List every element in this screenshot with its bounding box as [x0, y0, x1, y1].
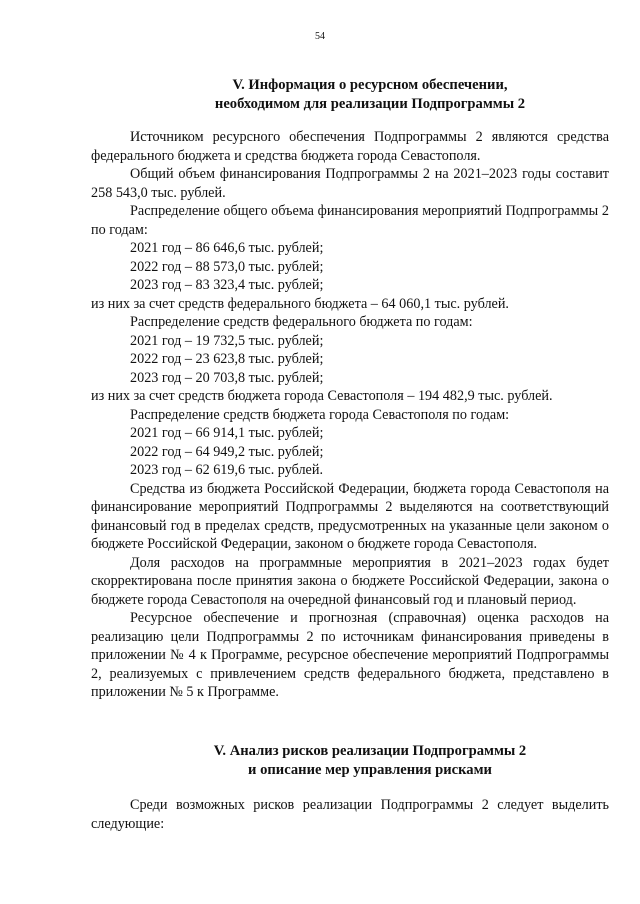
section-5b-body — [91, 796, 609, 833]
section-5-heading-line-2: необходимом для реализации Подпрограммы 2 — [214, 96, 526, 112]
list-item: 2022 год – 88 573,0 тыс. рублей; — [130, 258, 324, 275]
section-5b-heading — [60, 742, 640, 780]
federal-distribution-intro: Распределение средств федерального бюджета по годам: — [130, 314, 473, 330]
paragraph-funding-sources: Источником ресурсного обеспечения Подпрограммы 2 являются средства федерального бюджета и средства бюджета города Севастополя. — [91, 129, 609, 164]
list-item: 2023 год – 20 703,8 тыс. рублей; — [130, 369, 324, 386]
city-total-line: из них за счет средств бюджета города Севастополя – 194 482,9 тыс. рублей. — [91, 388, 553, 404]
list-item: 2023 год – 62 619,6 тыс. рублей. — [130, 462, 323, 478]
section-5-body — [91, 128, 609, 702]
list-item: 2021 год – 66 914,1 тыс. рублей; — [130, 425, 324, 441]
paragraph-expense-share: Доля расходов на программные мероприятия в 2021–2023 годах будет скорректирована после принятия закона о бюджете Российской Федерации, закона о бюджете города Севастополя на очередной финансовый год и плановый период. — [91, 554, 609, 608]
list-item: 2022 год – 64 949,2 тыс. рублей; — [130, 443, 324, 460]
list-item: 2022 год – 23 623,8 тыс. рублей; — [130, 351, 324, 367]
city-distribution-intro: Распределение средств бюджета города Севастополя по годам: — [130, 406, 510, 423]
paragraph-budget-allocation: Средства из бюджета Российской Федерации, бюджета города Севастополя на финансирование мероприятий Подпрограммы 2 выделяются на соответствующий финансовый год в пределах средств, предусмотренных на указанные цели законом о бюджете Российской Федерации, законом о бюджете города Севастополя. — [91, 480, 609, 552]
list-item: 2023 год – 83 323,4 тыс. рублей; — [130, 277, 324, 293]
list-item: 2021 год – 19 732,5 тыс. рублей; — [130, 332, 324, 349]
section-5-heading — [60, 76, 640, 114]
paragraph-risks-intro: Среди возможных рисков реализации Подпрограммы 2 следует выделить следующие: — [91, 797, 609, 832]
paragraph-total-funding: Общий объем финансирования Подпрограммы 2 на 2021–2023 годы составит 258 543,0 тыс. рублей. — [91, 166, 609, 201]
paragraph-resource-estimate: Ресурсное обеспечение и прогнозная (справочная) оценка расходов на реализацию цели Подпрограммы 2 по источникам финансирования приведены в приложении № 4 к Программе, ресурсное обеспечение мероприятий Подпрограммы 2, реализуемых с привлечением средств федерального бюджета, представлено в приложении № 5 к Программе. — [91, 610, 609, 700]
list-item: 2021 год – 86 646,6 тыс. рублей; — [130, 240, 324, 256]
section-5b-heading-line-1: V. Анализ рисков реализации Подпрограммы 2 — [213, 743, 527, 759]
paragraph-distribution-intro: Распределение общего объема финансирования мероприятий Подпрограммы 2 по годам: — [91, 203, 609, 238]
page-number: 54 — [315, 31, 325, 42]
section-5b-heading-line-2: и описание мер управления рисками — [248, 762, 492, 778]
section-5-heading-line-1: V. Информация о ресурсном обеспечении, — [232, 77, 508, 93]
federal-total-line: из них за счет средств федерального бюджета – 64 060,1 тыс. рублей. — [91, 295, 509, 312]
